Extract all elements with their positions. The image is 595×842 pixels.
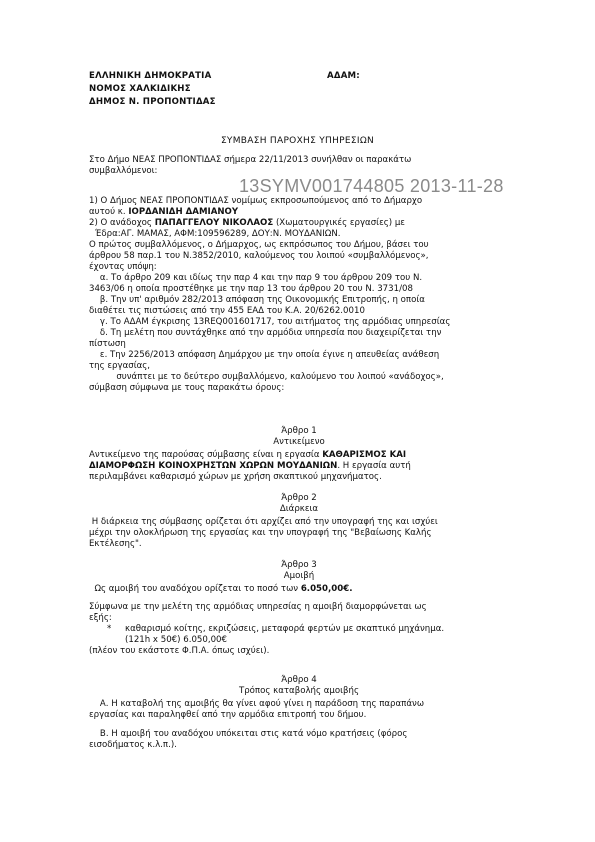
- bullet-icon: *: [107, 624, 112, 634]
- fee-prefix: Ως αμοιβή του αναδόχου ορίζεται το ποσό των: [89, 584, 301, 594]
- consideration-line: πίστωση: [89, 339, 126, 349]
- consideration-line: β. Την υπ' αριθμόν 282/2013 απόφαση της Οικονομικής Επιτροπής, η οποία: [89, 295, 425, 305]
- article4-para-a: [89, 699, 509, 721]
- bullet-line1: [89, 624, 509, 635]
- article1-line3: περιλαμβάνει καθαρισμό χώρων με χρήση σκαπτικού μηχανήματος.: [89, 472, 382, 482]
- header-municipality: ΔΗΜΟΣ Ν. ΠΡΟΠΟΝΤΙΔΑΣ: [89, 97, 216, 107]
- party2-suffix: (Χωματουργικές εργασίες) με: [273, 218, 405, 228]
- consideration-line: γ. Το ΑΔΑΜ έγκρισης 13REQ001601717, του αιτήματος της αρμόδιας υπηρεσίας: [89, 317, 451, 327]
- consideration-line: α. Το άρθρο 209 και ιδίως την παρ 4 και την παρ 9 του άρθρου 209 του Ν.: [89, 273, 423, 283]
- para-b-line: εισοδήματος κ.λ.π.).: [89, 740, 177, 750]
- fee-line: [89, 584, 509, 595]
- document-title: ΣΥΜΒΑΣΗ ΠΑΡΟΧΗΣ ΥΠΗΡΕΣΙΩΝ: [220, 136, 375, 146]
- article1-line1: [89, 450, 509, 461]
- article2-heading: Άρθρο 2: [281, 493, 317, 503]
- consideration-line: 3463/06 η οποία προστέθηκε με την παρ 13 του άρθρου 20 του Ν. 3731/08: [89, 284, 413, 294]
- party2-line2: Έδρα:ΑΓ. ΜΑΜΑΣ, ΑΦΜ:109596289, ΔΟΥ:Ν. ΜΟΥΔΑΝΙΩΝ.: [95, 229, 341, 239]
- article2-line: Η διάρκεια της σύμβασης ορίζεται ότι αρχίζει από την υπογραφή της και ισχύει: [89, 517, 438, 527]
- contractor-name: ΠΑΠΑΓΓΕΛΟΥ ΝΙΚΟΛΑΟΣ: [154, 218, 274, 228]
- party1-prefix: αυτού κ.: [89, 207, 129, 217]
- header-country: ΕΛΛΗΝΙΚΗ ΔΗΜΟΚΡΑΤΙΑ: [89, 71, 212, 81]
- consideration-line: διαθέτει τις πιστώσεις από την 455 ΕΑΔ του Κ.Α. 20/6262.0010: [89, 306, 365, 316]
- first-party-line: Ο πρώτος συμβαλλόμενος, ο Δήμαρχος, ως εκπρόσωπος του Δήμου, βάσει του: [89, 240, 429, 250]
- consideration-line: ε. Την 2256/2013 απόφαση Δημάρχου με την οποία έγινε η απευθείας ανάθεση: [89, 350, 440, 360]
- vat-line: (πλέον του εκάστοτε Φ.Π.Α. όπως ισχύει).: [89, 646, 270, 656]
- consideration-line: συνάπτει με το δεύτερο συμβαλλόμενο, καλούμενο του λοιπού «ανάδοχος»,: [89, 372, 444, 382]
- article2-line: μέχρι την ολοκλήρωση της εργασίας και την υπογραφή της "Βεβαίωσης Καλής: [89, 528, 432, 538]
- fee-amount: 6.050,00€.: [300, 584, 353, 594]
- party1-line2: [89, 207, 509, 218]
- article3-body: [89, 584, 509, 595]
- article1-suffix: . Η εργασία αυτή: [337, 461, 411, 471]
- consideration-line: σύμβαση σύμφωνα με τους παρακάτω όρους:: [89, 383, 285, 393]
- party1-line1: 1) Ο Δήμος ΝΕΑΣ ΠΡΟΠΟΝΤΙΔΑΣ νομίμως εκπροσωπούμενος από το Δήμαρχο: [89, 196, 423, 206]
- registration-stamp: 13SYMV001744805 2013-11-28: [239, 176, 504, 196]
- mayor-name: ΙΟΡΔΑΝΙΔΗ ΔΑΜΙΑΝΟΥ: [128, 207, 239, 217]
- first-party-line: έχοντας υπόψη:: [89, 262, 157, 272]
- article1-heading: Άρθρο 1: [281, 426, 317, 436]
- article2-line: Εκτέλεσης".: [89, 539, 142, 549]
- article3-heading: Άρθρο 3: [281, 560, 317, 570]
- header-prefecture: ΝΟΜΟΣ ΧΑΛΚΙΔΙΚΗΣ: [89, 84, 191, 94]
- adam-label: ΑΔΑΜ:: [327, 71, 360, 81]
- bullet-line2: (121h x 50€) 6.050,00€: [125, 635, 227, 645]
- article3-study: [89, 602, 509, 657]
- study-line: Σύμφωνα με την μελέτη της αρμόδιας υπηρεσίας η αμοιβή διαμορφώνεται ως: [89, 602, 427, 612]
- intro-line: Στο Δήμο ΝΕΑΣ ΠΡΟΠΟΝΤΙΔΑΣ σήμερα 22/11/2013 συνήλθαν οι παρακάτω: [89, 155, 412, 165]
- article1-bold1: ΚΑΘΑΡΙΣΜΟΣ ΚΑΙ: [322, 450, 407, 460]
- article1-body: [89, 450, 509, 483]
- study-line: εξής:: [89, 613, 112, 623]
- article4-heading: Άρθρο 4: [281, 675, 317, 685]
- consideration-line: δ. Τη μελέτη που συντάχθηκε από την αρμόδια υπηρεσία που διαχειρίζεται την: [89, 328, 442, 338]
- article4-subheading: Τρόπος καταβολής αμοιβής: [238, 686, 360, 696]
- bullet-text: καθαρισμό κοίτης, εκριζώσεις, μεταφορά φερτών με σκαπτικό μηχάνημα.: [125, 624, 445, 634]
- article4-para-b: [89, 729, 509, 751]
- article2-body: [89, 517, 509, 550]
- consideration-line: της εργασίας,: [89, 361, 151, 371]
- para-a-line: εργασίας και παραληφθεί από την αρμόδια επιτροπή του δήμου.: [89, 710, 367, 720]
- party2-prefix: 2) Ο ανάδοχος: [89, 218, 155, 228]
- para-a-line: Α. Η καταβολή της αμοιβής θα γίνει αφού γίνει η παράδοση της παραπάνω: [89, 699, 425, 709]
- first-party-line: άρθρου 58 παρ.1 του Ν.3852/2010, καλούμενος του λοιπού «συμβαλλόμενος»,: [89, 251, 429, 261]
- article1-subheading: Αντικείμενο: [273, 437, 325, 447]
- article1-bold2: ΔΙΑΜΟΡΦΩΣΗ ΚΟΙΝΟΧΡΗΣΤΩΝ ΧΩΡΩΝ ΜΟΥΔΑΝΙΩΝ: [89, 461, 338, 471]
- intro-line: συμβαλλόμενοι:: [89, 166, 158, 176]
- para-b-line: Β. Η αμοιβή του αναδόχου υπόκειται στις κατά νόμο κρατήσεις (φόρος: [89, 729, 408, 739]
- intro-paragraph: [89, 155, 509, 177]
- party2-line1: [89, 218, 509, 229]
- parties-block: [89, 196, 509, 394]
- article1-prefix: Αντικείμενο της παρούσας σύμβασης είναι η εργασία: [89, 450, 323, 460]
- article2-subheading: Διάρκεια: [279, 504, 319, 514]
- article1-line2: [89, 461, 509, 472]
- article3-subheading: Αμοιβή: [283, 571, 315, 581]
